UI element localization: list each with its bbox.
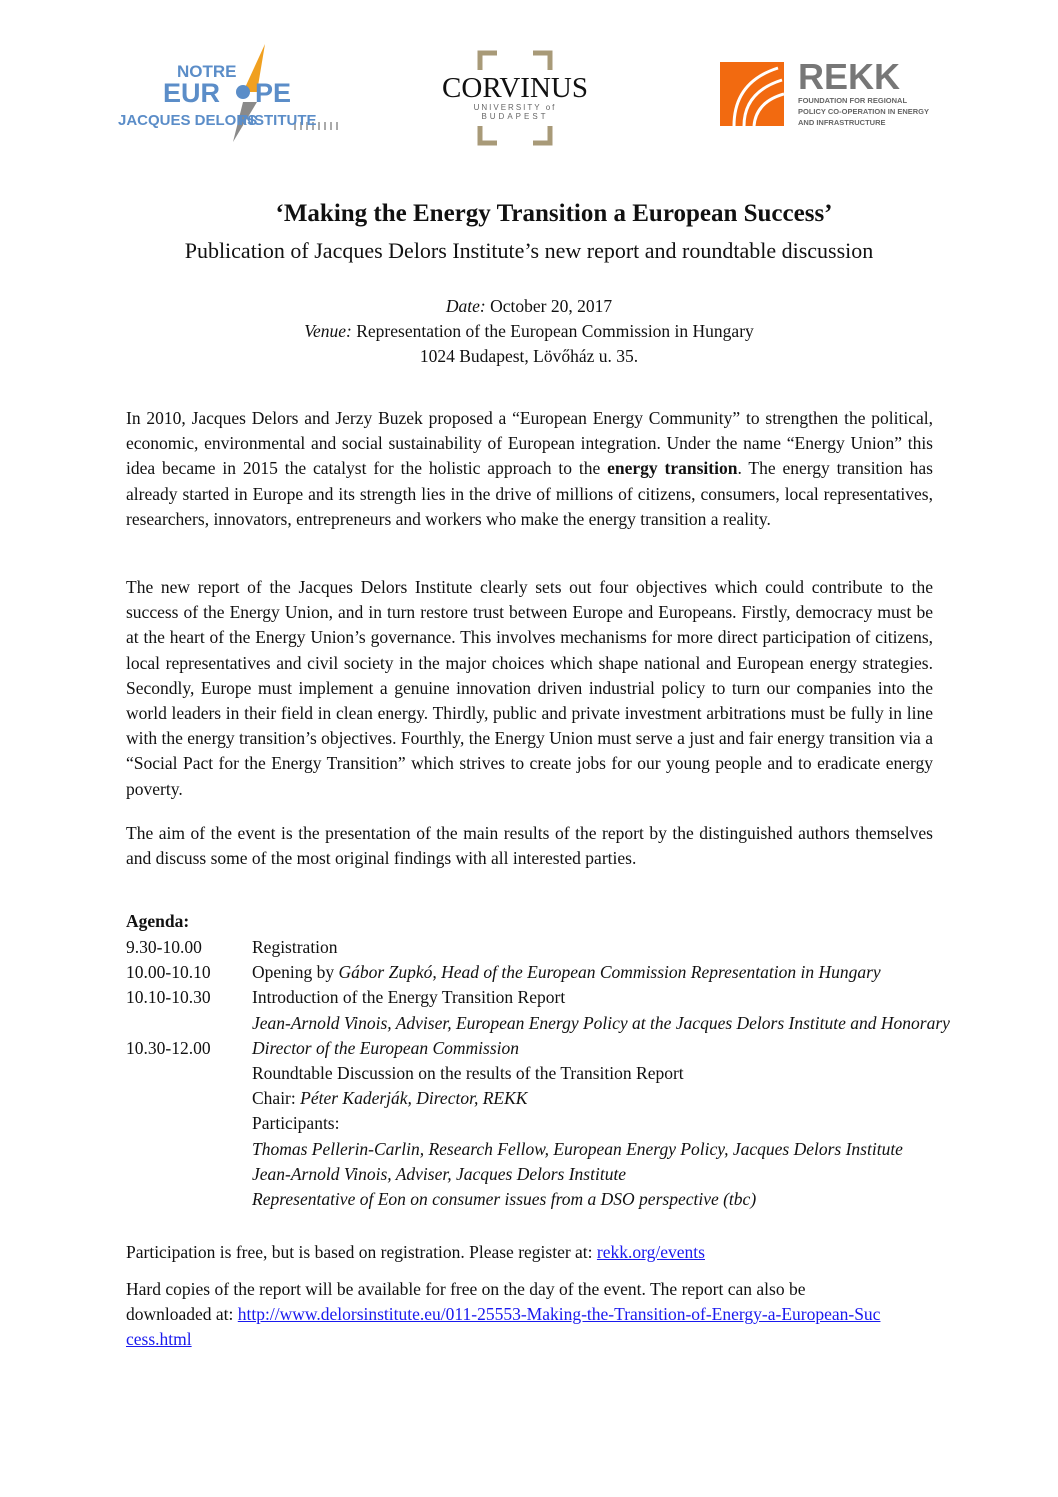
paragraph-report: The new report of the Jacques Delors Institute clearly sets out four objectives which could contribute to the success of the Energy Union, and in turn restore trust between Europe and Europeans. Firstly, democracy must be at the heart of the Energy Union’s governance. This involves mechanisms for more direct participation of citizens, local representatives and civil society in the major choices which shape national and European energy strategies. Secondly, Europe must implement a genuine innovation driven industrial policy to turn our companies into the world leaders in their field in clean energy. Thirdly, public and private investment arbitrations must be fully in line with the energy transition’s objectives. Fourthly, the Energy Union must serve a just and fair energy transition via a “Social Pact for the Energy Transition” which strives to create jobs for our young people and to eradicate energy poverty. [126,577,933,799]
logo-text: CORVINUS [442,72,588,104]
text: Chair: [252,1088,301,1109]
venue-value: Representation of the European Commission in Hungary [351,321,754,342]
hard-copies-note [126,1277,886,1353]
agenda-time: 10.10-10.30 [126,987,211,1008]
chair [252,1086,950,1111]
participants-label: Participants: [252,1113,340,1134]
participant: Representative of Eon on consumer issues from a DSO perspective (tbc) [252,1189,757,1210]
agenda-heading: Agenda: [126,911,190,931]
agenda-item: Introduction of the Energy Transition Report [252,987,566,1008]
logo-text: EUR [163,78,221,108]
venue-line [0,319,1058,344]
participant: Thomas Pellerin-Carlin, Research Fellow, European Energy Policy, Jacques Delors Institute [252,1138,903,1159]
speaker: Jean-Arnold Vinois, Adviser, European Energy Policy at the Jacques Delors Institute and Honorary [252,1012,950,1033]
agenda-time: 10.30-12.00 [126,1037,211,1058]
logo-text: PE [255,78,292,108]
text: In 2010, Jacques Delors and Jerzy Buzek proposed a “European Energy Community” to strengthen the political, economic, environmental and social sustainability of European integration. Under the name “Energy Union” this idea became in 2015 the catalyst for the holistic approach to the [126,408,933,479]
speaker: Director of the European Commission [252,1037,520,1058]
date-label: Date: [445,296,486,316]
registration-note [126,1240,933,1265]
bold-text: energy transition [607,458,738,479]
logo-text: INSTITUTE [239,112,317,129]
notre-europe-logo [115,42,355,144]
agenda-item [252,960,950,985]
agenda-item: Roundtable Discussion on the results of the Transition Report [252,1063,684,1084]
agenda-time: 9.30-10.00 [126,937,202,957]
speaker: Péter Kaderják, Director, REKK [300,1088,528,1109]
logo-text: AND INFRASTRUCTURE [798,118,886,127]
logo-text: BUDAPEST [481,112,549,121]
report-download-link[interactable]: http://www.delorsinstitute.eu/011-25553-Making-the-Transition-of-Energy-a-European-Success.html [126,1304,881,1350]
agenda-time: 10.00-10.10 [126,962,211,983]
participant: Jean-Arnold Vinois, Adviser, Jacques Delors Institute [252,1163,627,1184]
logo-text: NOTRE [177,62,237,81]
agenda-item: Registration [252,937,338,957]
logo-text: FOUNDATION FOR REGIONAL [798,96,908,105]
text: Hard copies of the report will be available for free on the day of the event. The report can also be downloaded at: [126,1279,806,1325]
page-subtitle: Publication of Jacques Delors Institute’s new report and roundtable discussion [184,238,874,263]
page-title: ‘Making the Energy Transition a European Success’ [275,200,833,227]
text: Opening by [252,962,339,983]
corvinus-logo [430,48,600,148]
date-value: October 20, 2017 [485,296,613,316]
text: . The energy transition has already started in Europe and its strength lies in the drive of millions of citizens, consumers, local representatives, researchers, innovators, entrepreneurs and workers who make the energy transition a reality. [126,458,933,529]
text: Participation is free, but is based on registration. Please register at: [126,1242,597,1262]
logo-text: UNIVERSITY of [473,103,557,112]
agenda-times [126,935,211,1061]
registration-link[interactable]: rekk.org/events [596,1242,705,1262]
paragraph-intro [126,406,933,532]
paragraph-aim: The aim of the event is the presentation of the main results of the report by the distinguished authors themselves and discuss some of the most original findings with all interested parties. [126,823,933,869]
event-details [0,294,1058,370]
date-line [0,294,1058,319]
address: 1024 Budapest, Lövőház u. 35. [419,346,639,367]
speaker: Gábor Zupkó, Head of the European Commission Representation in Hungary [338,962,881,983]
logo-text: REKK [798,56,901,97]
rekk-emblem-icon [720,62,784,126]
venue-label: Venue: [304,321,352,342]
logo-text: POLICY CO-OPERATION IN ENERGY [798,107,929,116]
rekk-logo [720,56,950,128]
agenda-items [252,935,950,1212]
logo-text: JACQUES DELORS [118,112,258,129]
